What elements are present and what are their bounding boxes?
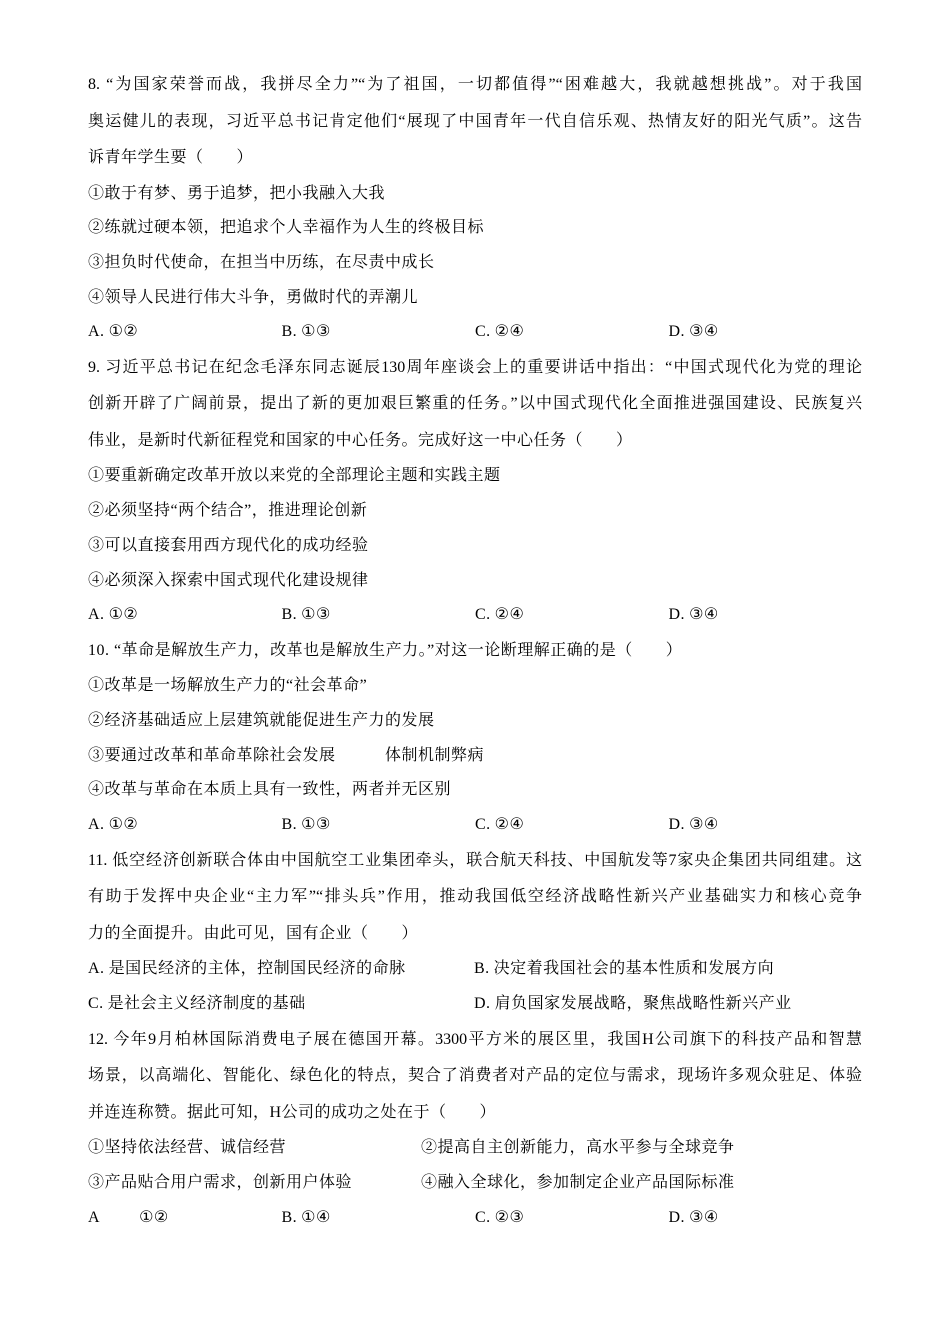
option-label: B. [281,816,298,834]
option-text: ③④ [689,816,719,834]
answer-options [88,952,862,987]
option-text: 肩负国家发展战略，聚焦战略性新兴产业 [494,995,792,1012]
option-text: ②④ [494,816,525,834]
question-12 [88,1022,862,1236]
answer-option-a [88,1201,282,1236]
answer-option-b [282,598,476,633]
question-stem-line: 奥运健儿的表现，习近平总书记肯定他们“展现了中国青年一代自信乐观、热情友好的阳光气质”。这告 [88,112,862,130]
question-stem-line [88,350,862,387]
answer-option-c [475,315,669,350]
question-stem-line: 伟业，是新时代新征程党和国家的中心任务。完成好这一中心任务（ ） [88,431,633,449]
question-stem-line: 并连连称赞。据此可知，H公司的成功之处在于（ ） [88,1103,497,1121]
answer-option-d [669,1201,863,1236]
answer-option-c [475,1201,669,1236]
answer-options [88,315,862,350]
statement-item: ④融入全球化，参加制定企业产品国际标准 [421,1173,735,1191]
answer-option-a [88,598,282,633]
answer-option-c [475,808,669,843]
option-text: ③④ [689,606,719,624]
question-number: 12. [88,1030,108,1048]
question-stem-line [88,843,862,880]
question-stem-line: 创新开辟了广阔前景，提出了新的更加艰巨繁重的任务。”以中国式现代化全面推进强国建设、民族复兴 [88,395,862,413]
statement-item: ③要通过改革和革命革除社会发展 体制机制弊病 [88,746,485,764]
answer-option-b [282,808,476,843]
statement-item: ②经济基础适应上层建筑就能促进生产力的发展 [88,712,435,730]
option-text: ②④ [494,323,525,341]
statement-item: ①要重新确定改革开放以来党的全部理论主题和实践主题 [88,467,501,485]
answer-option-d [474,987,860,1022]
option-label: D. [474,995,491,1012]
statement-row [88,1131,862,1166]
option-label: C. [475,1208,491,1226]
statement-item: ②必须坚持“两个结合”，推进理论创新 [88,502,368,520]
option-label: B. [474,960,490,978]
option-text: ③④ [689,323,719,341]
statement-item: ①坚持依法经营、诚信经营 [88,1139,287,1157]
option-label: C. [475,323,491,341]
option-text: ①③ [301,606,331,624]
option-text: 是社会主义经济制度的基础 [107,995,306,1012]
option-label: C. [475,816,491,834]
answer-option-a [88,808,282,843]
question-stem-line: 场景，以高端化、智能化、绿色化的特点，契合了消费者对产品的定位与需求，现场许多观众驻足、体验 [88,1067,862,1085]
statement-item: ③产品贴合用户需求，创新用户体验 [88,1173,353,1191]
option-label: D. [668,323,686,341]
option-label: B. [281,606,298,624]
answer-option-d [669,315,863,350]
option-label: C. [475,606,491,624]
question-9 [88,350,862,633]
question-10 [88,633,862,843]
answer-option-c [88,987,474,1022]
option-text: 是国民经济的主体，控制国民经济的命脉 [108,960,406,978]
option-label: A. [88,323,105,341]
option-text: ①② [108,323,139,341]
option-text: ①③ [301,323,331,341]
question-stem-line: 力的全面提升。由此可见，国有企业（ ） [88,924,419,942]
answer-options [88,598,862,633]
option-text: ③④ [689,1208,719,1226]
question-number: 11. [88,851,108,869]
question-number: 10. [88,641,110,659]
option-label: B. [281,323,298,341]
option-text: ①② [139,1208,169,1226]
question-stem-line [88,67,862,104]
option-label: D. [668,816,686,834]
answer-option-d [669,808,863,843]
question-stem-line: 诉青年学生要（ ） [88,149,254,166]
statement-item: ②提高自主创新能力，高水平参与全球竞争 [421,1139,735,1157]
option-label: B. [281,1208,298,1226]
statement-item: ②练就过硬本领，把追求个人幸福作为人生的终极目标 [88,219,485,237]
stem-text: 习近平总书记在纪念毛泽东同志诞辰130周年座谈会上的重要讲话中指出：“中国式现代化为党的理论 [105,358,862,376]
option-text: 决定着我国社会的基本性质和发展方向 [493,960,775,978]
answer-option-b [282,1201,476,1236]
question-stem-line [88,633,862,670]
statement-item: ③担负时代使命，在担当中历练，在尽责中成长 [88,253,435,271]
statement-item: ①改革是一场解放生产力的“社会革命” [88,677,368,695]
option-text: ①④ [301,1208,331,1226]
stem-text: 今年9月柏林国际消费电子展在德国开幕。3300平方米的展区里，我国H公司旗下的科技产品和智慧 [113,1030,862,1048]
option-text: ①② [108,606,139,624]
statement-row [88,1166,862,1201]
statement-item: ④领导人民进行伟大斗争，勇做时代的弄潮儿 [88,288,419,306]
answer-options [88,1201,862,1236]
option-label: A [88,1208,101,1226]
option-text: ①③ [301,816,331,834]
stem-text: “革命是解放生产力，改革也是解放生产力。”对这一论断理解正确的是（ ） [114,641,683,659]
answer-option-a [88,952,474,987]
question-number: 9. [88,358,100,376]
option-text: ①② [108,816,139,834]
stem-text: “为国家荣誉而战，我拼尽全力”“为了祖国，一切都值得”“困难越大，我就越想挑战”。对于我国 [106,76,862,93]
option-label: C. [88,995,104,1012]
option-text: ②④ [494,606,525,624]
statement-item: ④改革与革命在本质上具有一致性，两者并无区别 [88,781,452,799]
answer-option-d [669,598,863,633]
question-stem-line: 有助于发挥中央企业“主力军”“排头兵”作用，推动我国低空经济战略性新兴产业基础实力和核心竞争 [88,888,862,906]
stem-text: 低空经济创新联合体由中国航空工业集团牵头，联合航天科技、中国航发等7家央企集团共同组建。这 [112,851,862,869]
question-8 [88,67,862,350]
answer-option-b [282,315,476,350]
question-stem-line [88,1022,862,1059]
statement-item: ④必须深入探索中国式现代化建设规律 [88,571,369,589]
answer-options [88,808,862,843]
statement-item: ①敢于有梦、勇于追梦，把小我融入大我 [88,184,386,202]
option-label: A. [88,960,105,978]
question-11 [88,843,862,1022]
statement-item: ③可以直接套用西方现代化的成功经验 [88,536,369,554]
question-number: 8. [88,76,100,93]
option-label: A. [88,606,105,624]
answer-option-c [475,598,669,633]
answer-options [88,987,862,1022]
answer-option-b [474,952,860,987]
answer-option-a [88,315,282,350]
option-text: ②③ [494,1208,525,1226]
option-label: D. [668,1208,686,1226]
option-label: A. [88,816,105,834]
option-label: D. [668,606,686,624]
